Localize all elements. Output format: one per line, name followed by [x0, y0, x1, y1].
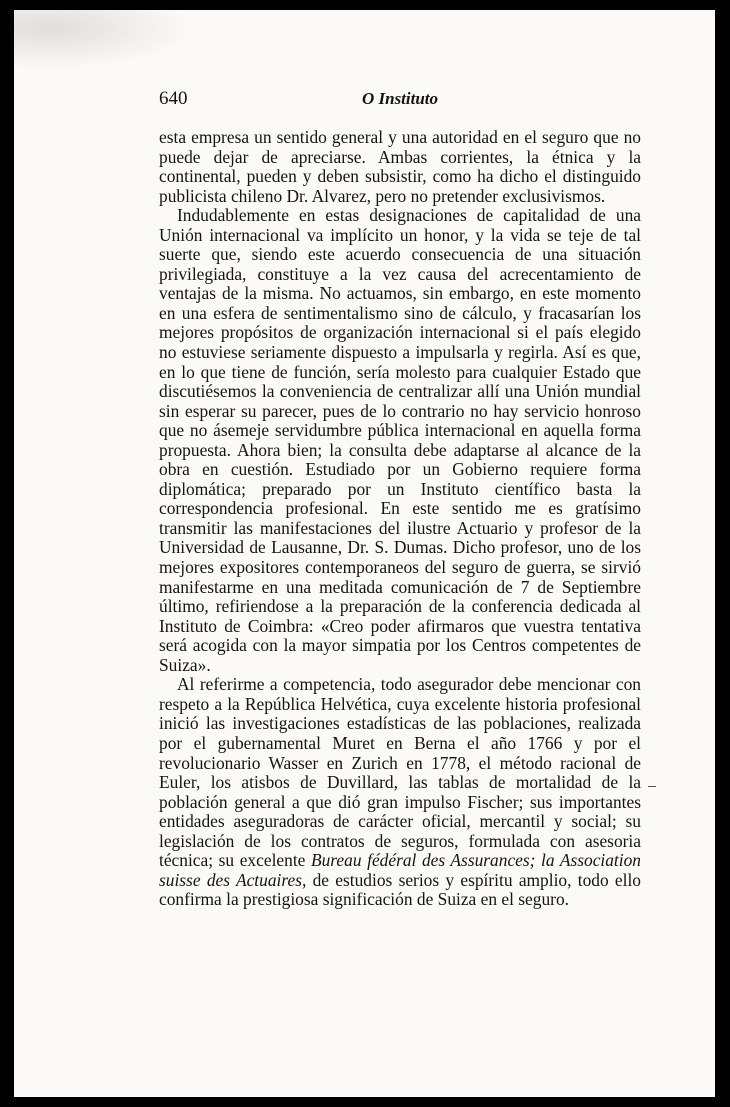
paragraph-capitality: Indudablemente en estas designaciones de capitalidad de una Unión internacional va implícito un honor, y la vida se teje de tal suerte que, siendo este acuerdo consecuencia de una situación privilegiada, constituye a la vez causa del acrecentamiento de ventajas de la misma. No actuamos, sin embargo, en este momento en una esfera de sentimentalismo sino de cálculo, y fracasarían los mejores propósitos de organización internacional si el país elegido no estuviese seriamente dispuesto a impulsarla y regirla. Así es que, en lo que tiene de función, sería molesto para cualquier Estado que discutiésemos la conveniencia de centralizar allí una Unión mundial sin esperar su parecer, pues de lo contrario no hay servicio honroso que no ásemeje servidumbre pública internacional en aquella forma propuesta. Ahora bien; la consulta debe adaptarse al alcance de la obra en cuestión. Estudiado por un Gobierno requiere forma diplomática; preparado por un Instituto científico basta la correspondencia profesional. En este sentido me es gratísimo transmitir las manifestaciones del ilustre Actuario y profesor de la Universidad de Lausanne, Dr. S. Dumas. Dicho profesor, uno de los mejores expositores contemporaneos del seguro de guerra, se sirvió manifestarme en una meditada comunicación de 7 de Septiembre último, refiriendose a la preparación de la conferencia dedicada al Instituto de Coimbra: «Creo poder afirmaros que vuestra tentativa será acogida con la mayor simpatia por los Centros competentes de Suiza». — [159, 205, 641, 675]
page-header — [159, 88, 641, 112]
margin-mark — [648, 786, 656, 787]
paragraph-switzerland-text-after: de estudios serios y espíritu amplio, todo ello confirma la prestigiosa significación de Suiza en el seguro. — [159, 869, 642, 910]
page-number: 640 — [159, 88, 188, 109]
body-text — [159, 128, 641, 910]
paragraph-switzerland-text-before: Al referirme a competencia, todo asegurador debe mencionar con respeto a la República Helvética, cuya excelente historia profesional inició las investigaciones estadísticas de las poblaciones, realizada por el gubernamental Muret en Berna el año 1766 y por el revolucionario Wasser en Zurich en 1778, el método racional de Euler, los atisbos de Duvillard, las tablas de mortalidad de la población general a que dió gran impulso Fischer; sus importantes entidades aseguradoras de carácter oficial, mercantil y social; su legislación de los contratos de seguros, formulada con asesoria técnica; su excelente — [159, 674, 641, 871]
scanned-page — [14, 10, 715, 1097]
paragraph-switzerland-italic: Bureau fédéral des Assurances; la Association suisse des Actuaires, — [159, 850, 641, 890]
scan-smudge — [14, 10, 194, 70]
paragraph-continuation: esta empresa un sentido general y una autoridad en el seguro que no puede dejar de apreciarse. Ambas corrientes, la étnica y la continental, pueden y deben subsistir, como ha dicho el distinguido publicista chileno Dr. Alvarez, pero no pretender exclusivismos. — [159, 127, 641, 206]
running-title: O Instituto — [361, 89, 439, 108]
paragraph-switzerland — [159, 675, 641, 910]
